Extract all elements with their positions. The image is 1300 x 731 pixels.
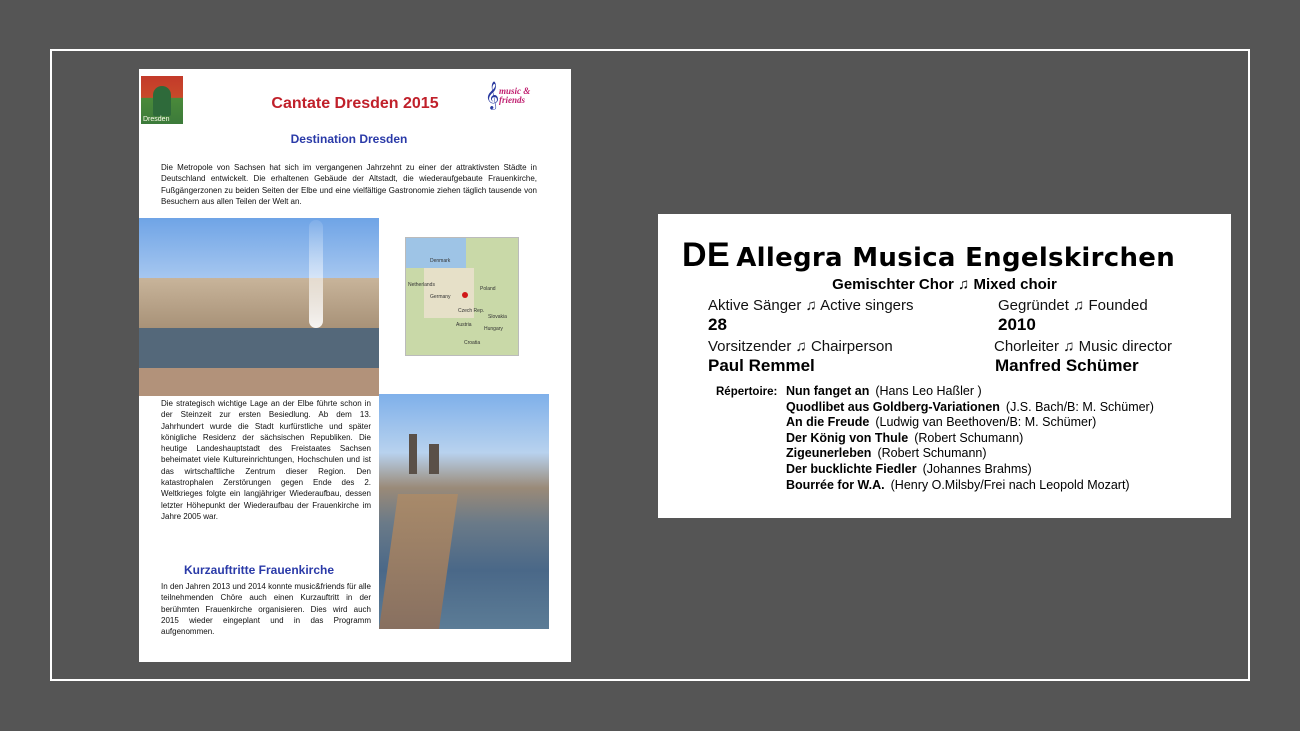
song-composer: (Johannes Brahms) <box>922 461 1032 476</box>
song-title: Bourrée for W.A. <box>786 477 885 492</box>
paragraph-intro: Die Metropole von Sachsen hat sich im vergangenen Jahrzehnt zu einer der attraktivsten Städte in Deutschland entwickelt. Die erhaltenen Gebäude der Altstadt, die wiederaufgebaute Frauenkirche, Fußgängerzonen zu beiden Seiten der Elbe und eine vielfältige Gastronomie ziehen täglich tausende von Besuchern aus allen Teilen der Welt an. <box>161 163 537 206</box>
map-label: Poland <box>480 286 496 292</box>
europe-map <box>405 237 519 356</box>
map-label: Croatia <box>464 340 481 346</box>
song-composer: (Robert Schumann) <box>877 446 987 461</box>
founded-label: Gegründet ♫ Founded <box>998 297 1148 314</box>
list-item <box>786 462 1154 478</box>
choir-name: Allegra Musica Engelskirchen <box>736 243 1176 273</box>
founded-value: 2010 <box>998 315 1036 334</box>
map-label: Denmark <box>430 258 451 264</box>
chair-label: Vorsitzender ♫ Chairperson <box>708 338 893 355</box>
elbe-photo <box>379 394 549 629</box>
list-item <box>786 400 1154 416</box>
choir-title <box>682 236 1175 275</box>
flyer-title: Cantate Dresden 2015 <box>271 95 439 112</box>
song-title: Der bucklichte Fiedler <box>786 461 917 476</box>
list-item <box>786 415 1154 431</box>
music-friends-logo <box>485 83 549 113</box>
logo-left-text: Dresden <box>143 116 170 123</box>
song-composer: (Henry O.Milsby/Frei nach Leopold Mozart) <box>890 477 1130 492</box>
song-composer: (J.S. Bach/B: M. Schümer) <box>1005 399 1154 414</box>
dresden-marker <box>462 292 468 298</box>
map-label: Austria <box>456 322 472 328</box>
active-singers-label: Aktive Sänger ♫ Active singers <box>708 297 914 314</box>
song-composer: (Robert Schumann) <box>914 430 1024 445</box>
list-item <box>786 478 1154 494</box>
song-title: Nun fanget an <box>786 384 870 398</box>
song-title: Zigeunerleben <box>786 446 872 461</box>
choir-card <box>658 214 1231 518</box>
song-composer: (Ludwig van Beethoven/B: M. Schümer) <box>875 415 1097 430</box>
map-label: Germany <box>430 294 451 300</box>
director-value: Manfred Schümer <box>995 356 1139 375</box>
flyer-subtitle: Destination Dresden <box>290 132 408 146</box>
director-label: Chorleiter ♫ Music director <box>994 338 1172 355</box>
list-item <box>786 446 1154 462</box>
choir-type: Gemischter Chor ♫ Mixed choir <box>832 276 1057 293</box>
list-item <box>786 431 1154 447</box>
active-singers-value: 28 <box>708 315 727 334</box>
paragraph-frauenkirche: In den Jahren 2013 und 2014 konnte music&friends für alle teilnehmenden Chöre auch einen Kurzauftritt in der berühmten Frauenkirche organisieren. Dies wird auch 2015 wieder eingeplant und in das Programm aufgenommen. <box>161 582 371 637</box>
song-title: Der König von Thule <box>786 430 909 445</box>
flyer-page <box>139 69 571 662</box>
zwinger-photo <box>139 218 379 396</box>
treble-clef-icon: 𝄞 <box>485 81 500 109</box>
song-title: Quodlibet aus Goldberg-Variationen <box>786 399 1000 414</box>
country-code: DE <box>682 236 731 274</box>
paragraph-history: Die strategisch wichtige Lage an der Elbe führte schon in der Steinzeit zur ersten Besiedlung. Ab dem 13. Jahrhundert wurde die Stadt kurfürstliche und später königliche Residenz der sächsischen Republiken. Die heutige Landeshauptstadt des Freistaates Sachsen beheimatet viele Kultureinrichtungen, Hochschulen und ist das wirtschaftliche Zentrum dieser Region. Den katastrophalen Zerstörungen gegen Ende des 2. Weltkrieges folgte ein langjähriger Wiederaufbau, dessen letzter Höhepunkt der Wiederaufbau der Frauenkirche im Jahre 2005 war. <box>161 399 371 521</box>
song-title: An die Freude <box>786 415 870 430</box>
map-label: Hungary <box>484 326 503 332</box>
map-label: Netherlands <box>408 282 435 288</box>
list-item <box>786 384 1154 400</box>
logo-right-text: music & friends <box>499 86 531 105</box>
song-composer: (Hans Leo Haßler ) <box>875 384 982 398</box>
section-heading: Kurzauftritte Frauenkirche <box>184 563 335 577</box>
repertoire-list <box>786 384 1154 493</box>
repertoire-label: Répertoire: <box>716 386 778 398</box>
chair-value: Paul Remmel <box>708 356 815 375</box>
map-label: Czech Rep. <box>458 308 485 314</box>
map-label: Slovakia <box>488 314 507 320</box>
